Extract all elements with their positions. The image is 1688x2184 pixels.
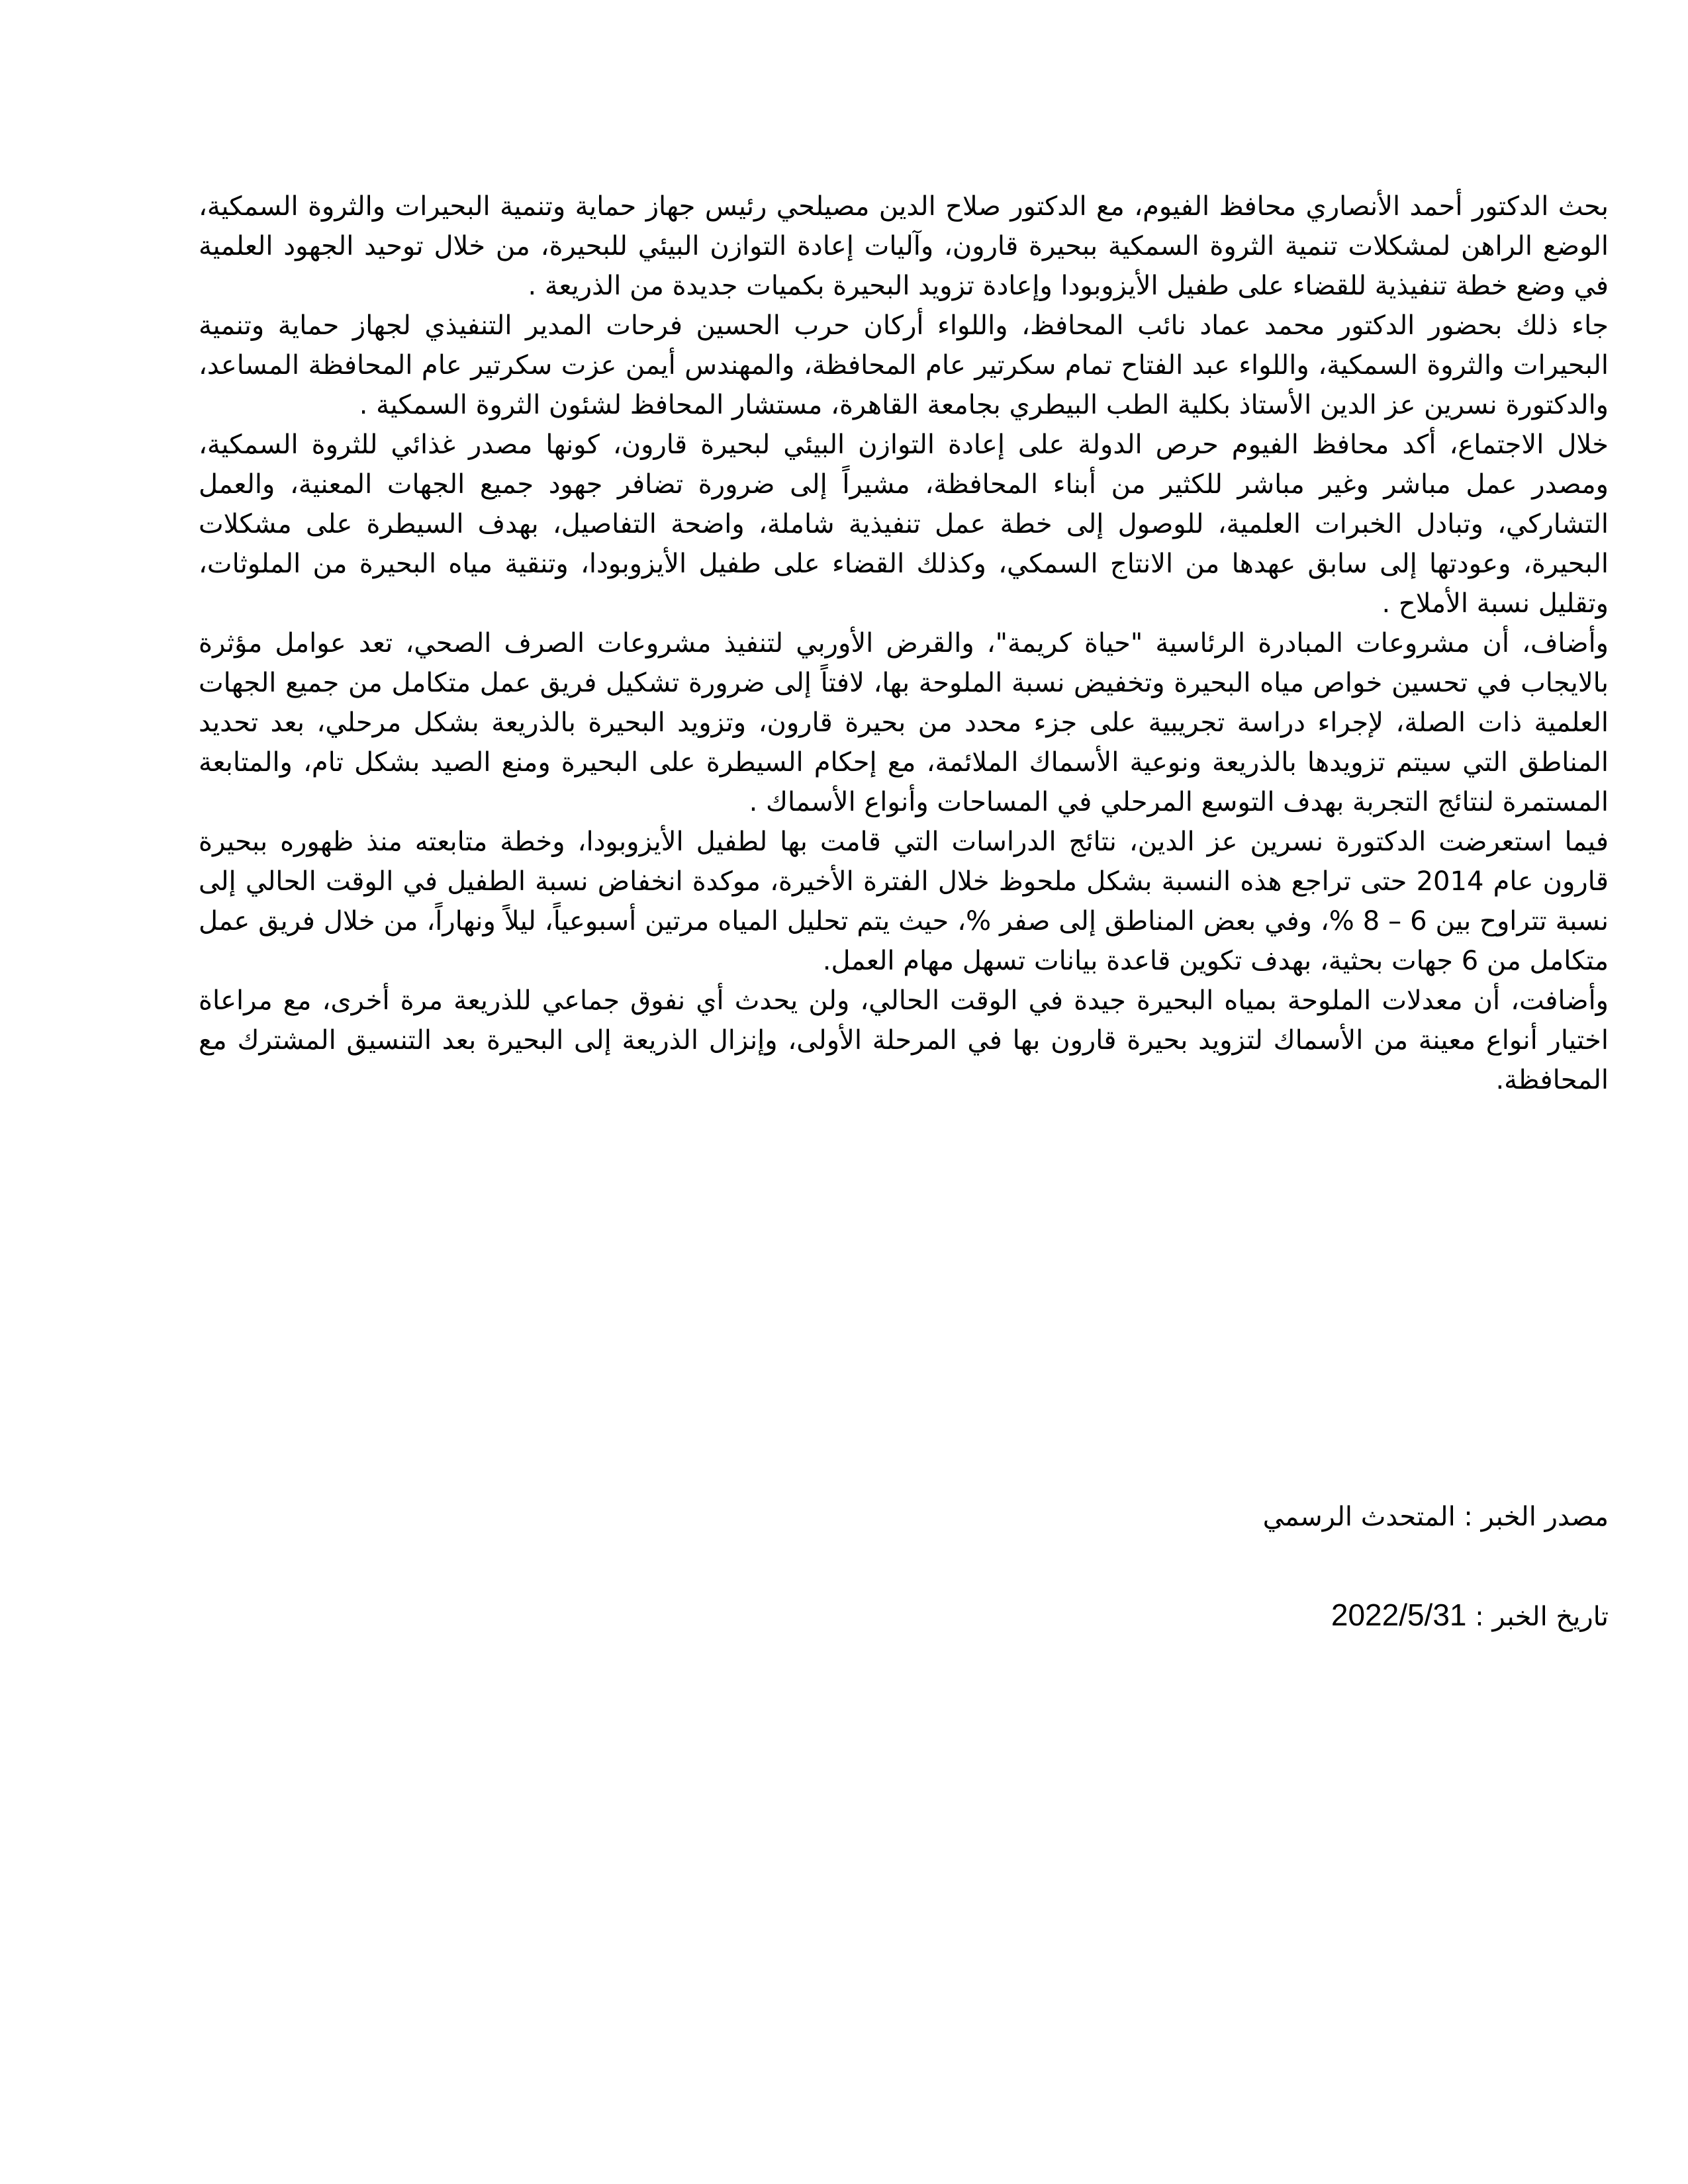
news-date-label: تاريخ الخبر : [1475, 1602, 1609, 1632]
article-paragraph-attendees: جاء ذلك بحضور الدكتور محمد عماد نائب المحافظ، واللواء أركان حرب الحسين فرحات المدير التنفيذي لجهاز حماية وتنمية البحيرات والثروة السمكية، واللواء عبد الفتاح تمام سكرتير عام المحافظة، والمهندس أيمن عزت سكرتير عام المحافظة المساعد، والدكتورة نسرين عز الدين الأستاذ بكلية الطب البيطري بجامعة القاهرة، مستشار المحافظ لشئون الثروة السمكية . [199, 310, 1609, 420]
article-paragraph-intro: بحث الدكتور أحمد الأنصاري محافظ الفيوم، مع الدكتور صلاح الدين مصيلحي رئيس جهاز حماية وتنمية البحيرات والثروة السمكية، الوضع الراهن لمشكلات تنمية الثروة السمكية ببحيرة قارون، وآليات إعادة التوازن البيئي للبحيرة، من خلال توحيد الجهود العلمية في وضع خطة تنفيذية للقضاء على طفيل الأيزوبودا وإعادة تزويد البحيرة بكميات جديدة من الذريعة . [199, 191, 1609, 301]
news-meta-footer [1263, 1497, 1609, 1695]
article-paragraph-study-results: فيما استعرضت الدكتورة نسرين عز الدين، نتائج الدراسات التي قامت بها لطفيل الأيزوبودا، وخطة متابعته منذ ظهوره ببحيرة قارون عام 2014 حتى تراجع هذه النسبة بشكل ملحوظ خلال الفترة الأخيرة، موكدة انخفاض نسبة الطفيل في الوقت الحالي إلى نسبة تتراوح بين 6 – 8 %، وفي بعض المناطق إلى صفر %، حيث يتم تحليل المياه مرتين أسبوعياً، ليلاً ونهاراً، من خلال فريق عمل متكامل من 6 جهات بحثية، بهدف تكوين قاعدة بيانات تسهل مهام العمل. [199, 827, 1609, 976]
article-paragraph-salinity: وأضافت، أن معدلات الملوحة بمياه البحيرة جيدة في الوقت الحالي، ولن يحدث أي نفوق جماعي للذريعة مرة أخرى، مع مراعاة اختيار أنواع معينة من الأسماك لتزويد بحيرة قارون بها في المرحلة الأولى، وإنزال الذريعة إلى البحيرة بعد التنسيق المشترك مع المحافظة. [199, 985, 1609, 1095]
news-date-line [1263, 1595, 1609, 1637]
news-source-label: مصدر الخبر : [1464, 1502, 1609, 1532]
news-article-body [199, 187, 1609, 1100]
article-paragraph-initiative: وأضاف، أن مشروعات المبادرة الرئاسية "حياة كريمة"، والقرض الأوربي لتنفيذ مشروعات الصرف الصحي، تعد عوامل مؤثرة بالايجاب في تحسين خواص مياه البحيرة وتخفيض نسبة الملوحة بها، لافتاً إلى ضرورة تشكيل فريق عمل متكامل من جميع الجهات العلمية ذات الصلة، لإجراء دراسة تجريبية على جزء محدد من بحيرة قارون، وتزويد البحيرة بالذريعة بشكل مرحلي، بعد تحديد المناطق التي سيتم تزويدها بالذريعة ونوعية الأسماك الملائمة، مع إحكام السيطرة على البحيرة ومنع الصيد بشكل تام، والمتابعة المستمرة لنتائج التجربة بهدف التوسع المرحلي في المساحات وأنواع الأسماك . [199, 628, 1609, 817]
news-source-value: المتحدث الرسمي [1262, 1502, 1456, 1532]
news-date-value: 2022/5/31 [1331, 1598, 1467, 1632]
article-paragraph-meeting: خلال الاجتماع، أكد محافظ الفيوم حرص الدولة على إعادة التوازن البيئي لبحيرة قارون، كونها مصدر غذائي للثروة السمكية، ومصدر عمل مباشر وغير مباشر للكثير من أبناء المحافظة، مشيراً إلى ضرورة تضافر جهود جميع الجهات المعنية، والعمل التشاركي، وتبادل الخبرات العلمية، للوصول إلى خطة عمل تنفيذية شاملة، واضحة التفاصيل، بهدف السيطرة على مشكلات البحيرة، وعودتها إلى سابق عهدها من الانتاج السمكي، وكذلك القضاء على طفيل الأيزوبودا، وتنقية مياه البحيرة من الملوثات، وتقليل نسبة الأملاح . [199, 430, 1609, 619]
news-source-line [1263, 1497, 1609, 1537]
document-page [199, 187, 1609, 1100]
